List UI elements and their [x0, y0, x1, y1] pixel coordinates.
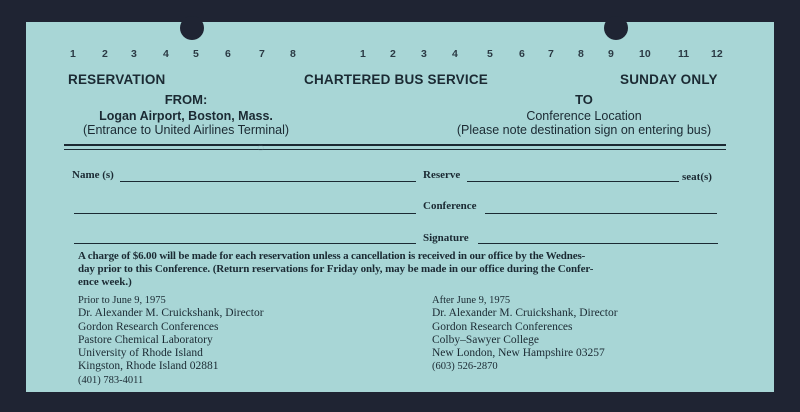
punch-number: 5 — [487, 48, 493, 60]
signature-field[interactable] — [478, 243, 718, 244]
address-after — [432, 294, 618, 374]
punch-number: 6 — [225, 48, 231, 60]
address-line: New London, New Hampshire 03257 — [432, 347, 605, 360]
punch-number: 3 — [131, 48, 137, 60]
punch-number: 1 — [360, 48, 366, 60]
to-note: (Please note destination sign on entering bus) — [456, 123, 712, 137]
address-line: Gordon Research Conferences — [432, 320, 573, 333]
address-line: Dr. Alexander M. Cruickshank, Director — [78, 307, 264, 320]
punch-number: 12 — [711, 48, 723, 60]
notice-line: A charge of $6.00 will be made for each reservation unless a cancellation is received in our office by the Wednes- — [78, 250, 586, 262]
address-line: University of Rhode Island — [78, 347, 203, 360]
name-field-third-line[interactable] — [74, 243, 416, 244]
conference-field[interactable] — [485, 213, 717, 214]
address-line: (603) 526-2870 — [432, 361, 498, 373]
double-rule-bottom — [64, 149, 726, 150]
notice-line: day prior to this Conference. (Return reservations for Friday only, may be made in our office during the Confer- — [78, 263, 594, 275]
punch-number: 2 — [102, 48, 108, 60]
from-note: (Entrance to United Airlines Terminal) — [82, 123, 290, 137]
address-line: Colby–Sawyer College — [432, 333, 539, 346]
to-place: Conference Location — [526, 109, 642, 123]
punch-number: 8 — [578, 48, 584, 60]
name-field[interactable] — [120, 181, 416, 182]
notice-line: ence week.) — [78, 276, 132, 288]
to-label: TO — [575, 92, 593, 107]
double-rule-top — [64, 144, 726, 146]
punch-number: 5 — [193, 48, 199, 60]
signature-label: Signature — [423, 232, 469, 244]
address-heading: Prior to June 9, 1975 — [78, 295, 166, 306]
cancellation-notice — [78, 250, 718, 289]
punch-number: 4 — [163, 48, 169, 60]
conference-label: Conference — [423, 200, 477, 212]
address-heading: After June 9, 1975 — [432, 295, 511, 306]
address-line: (401) 783-4011 — [78, 374, 144, 386]
address-line: Kingston, Rhode Island 02881 — [78, 360, 219, 373]
from-block — [56, 92, 316, 137]
punch-number: 2 — [390, 48, 396, 60]
punch-number: 10 — [639, 48, 651, 60]
address-line: Pastore Chemical Laboratory — [78, 333, 213, 346]
punch-number: 7 — [548, 48, 554, 60]
from-place: Logan Airport, Boston, Mass. — [99, 109, 273, 123]
punch-hole — [180, 16, 204, 40]
from-label: FROM: — [164, 92, 208, 107]
day-label: SUNDAY ONLY — [620, 72, 718, 87]
reserve-seats-field[interactable] — [467, 181, 679, 182]
punch-number: 8 — [290, 48, 296, 60]
punch-number: 6 — [519, 48, 525, 60]
reservation-label: RESERVATION — [68, 72, 166, 87]
punch-number: 11 — [678, 48, 690, 60]
to-block — [434, 92, 734, 137]
punch-number: 1 — [70, 48, 76, 60]
service-title: CHARTERED BUS SERVICE — [304, 72, 488, 87]
address-line: Gordon Research Conferences — [78, 320, 219, 333]
name-label: Name (s) — [72, 169, 114, 181]
address-line: Dr. Alexander M. Cruickshank, Director — [432, 307, 618, 320]
punch-number: 4 — [452, 48, 458, 60]
stamp-watermark: ◦ — [252, 131, 269, 163]
punch-number: 9 — [608, 48, 614, 60]
punch-hole — [604, 16, 628, 40]
reservation-card — [26, 22, 774, 392]
reserve-label: Reserve — [423, 169, 461, 181]
seats-label: seat(s) — [682, 171, 712, 183]
name-field-second-line[interactable] — [74, 213, 416, 214]
address-prior — [78, 294, 264, 387]
punch-number: 3 — [421, 48, 427, 60]
punch-number: 7 — [259, 48, 265, 60]
